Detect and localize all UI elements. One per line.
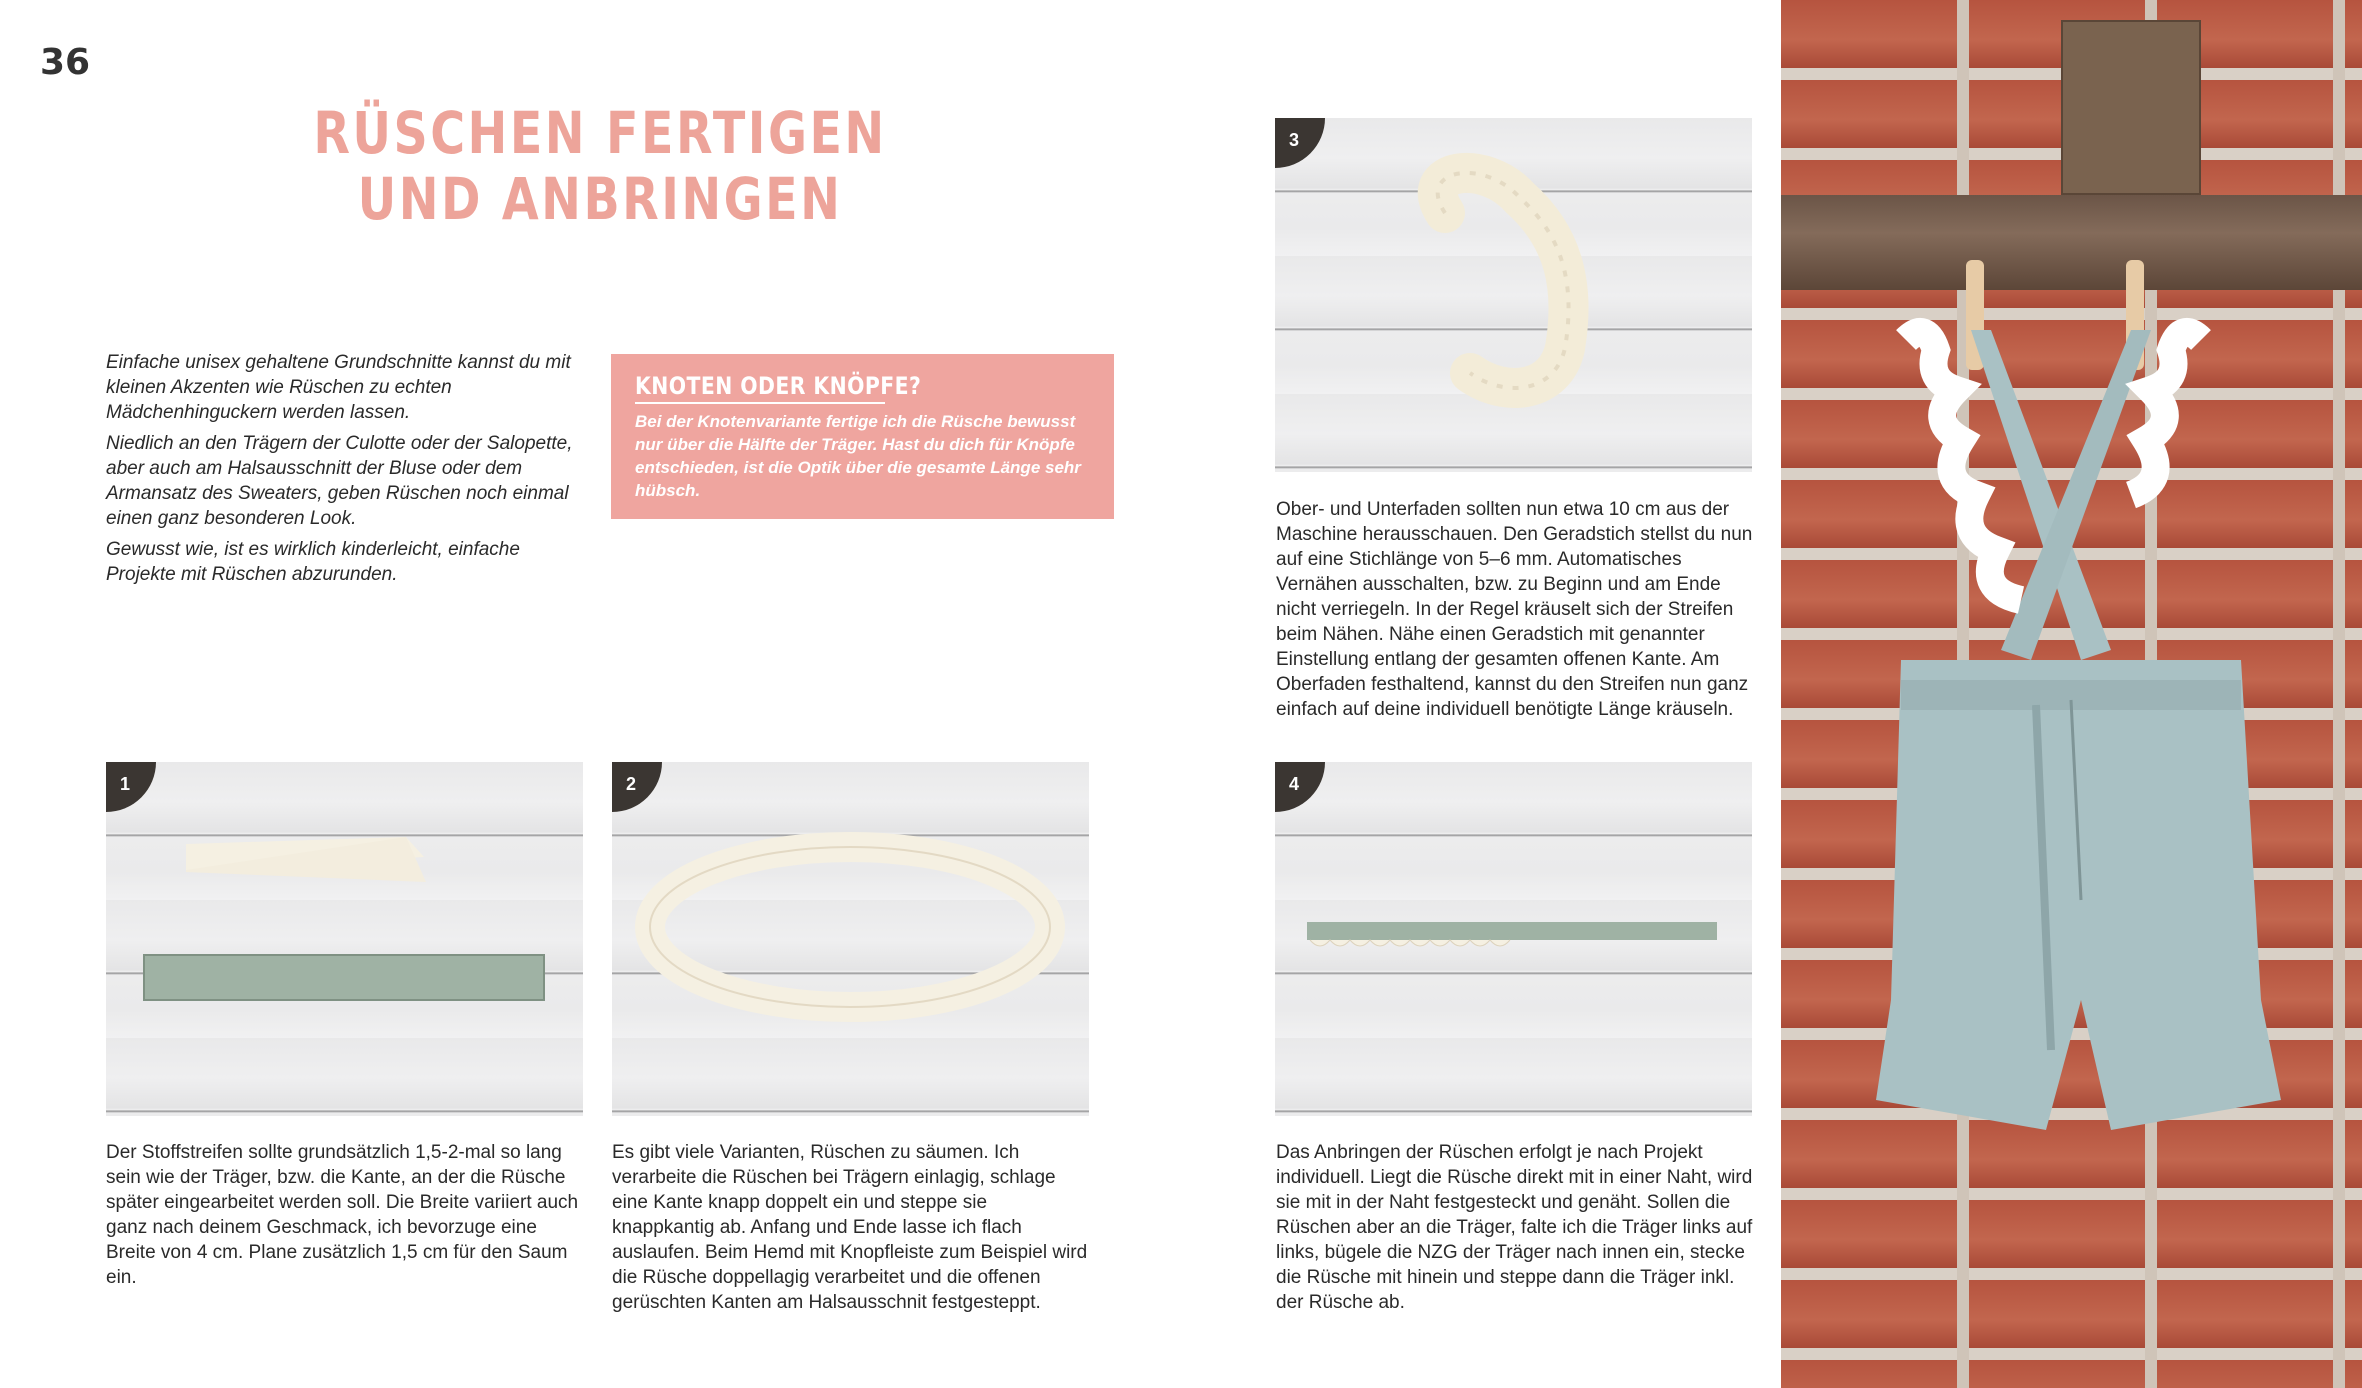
fabric-loop-image [612,762,1089,1116]
tip-text: Bei der Knotenvariante fertige ich die Rüsche bewusst nur über die Hälfte der Träger. Hast du dich für Knöpfe entschieden, ist die Optik über die gesamte Länge sehr hübsch. [635,412,1081,500]
brick-wall-photo [1781,0,2362,1388]
page-title [313,100,887,232]
intro-paragraph: Gewusst wie, ist es wirklich kinderleicht, einfache Projekte mit Rüschen abzurunden. [106,539,520,585]
step-3-text: Ober- und Unterfaden sollten nun etwa 10 cm aus der Maschine herausschauen. Den Geradstich stellst du nun auf eine Stichlänge von 5–6 mm. Automatisches Vernähen ausschalten, bzw. zu Beginn und am Ende nicht verriegeln. In der Regel kräuselt sich der Streifen beim Nähen. Nähe einen Geradstich mit genannter Einstellung entlang der gesamten offenen Kante. Am Oberfaden festhaltend, kannst du den Streifen nun ganz einfach auf deine individuell benötigte Länge kräuseln. [1276,499,1753,720]
title-line-1: RÜSCHEN FERTIGEN [313,99,887,167]
ruffle-curl-image [1275,118,1752,472]
intro-text [106,350,586,593]
step-4-photo [1275,762,1752,1116]
strap-with-ruffle-image [1275,762,1752,1116]
overall-garment-image [1781,0,2362,1388]
step-2-photo [612,762,1089,1116]
fabric-strips-image [106,762,583,1116]
step-badge: 3 [1275,118,1325,168]
step-3-photo [1275,118,1752,472]
step-badge: 1 [106,762,156,812]
tip-box [611,354,1114,519]
step-1-text: Der Stoffstreifen sollte grundsätzlich 1,5-2-mal so lang sein wie der Träger, bzw. die Kante, an der die Rüsche später eingearbeitet werden soll. Die Breite variiert auch ganz nach deinem Geschmack, ich bevorzuge eine Breite von 4 cm. Plane zusätzlich 1,5 cm für den Saum ein. [106,1142,579,1288]
step-2-text: Es gibt viele Varianten, Rüschen zu säumen. Ich verarbeite die Rüschen bei Trägern einlagig, schlage eine Kante knapp doppelt ein und steppe sie knappkantig ab. Anfang und Ende lasse ich flach auslaufen. Beim Hemd mit Knopfleiste zum Beispiel wird die Rüsche doppellagig verarbeitet und die offenen gerüschten Kanten am Halsausschnit festgesteppt. [612,1142,1088,1313]
step-badge: 2 [612,762,662,812]
step-4-text: Das Anbringen der Rüschen erfolgt je nach Projekt individuell. Liegt die Rüsche direkt mit in einer Naht, wird sie mit in der Naht festgesteckt und genäht. Sollen die Rüschen aber an die Träger, falte ich die Träger links auf links, bügele die NZG der Träger nach innen ein, stecke die Rüsche mit hinein und steppe dann die Träger inkl. der Rüsche ab. [1276,1142,1753,1313]
intro-paragraph: Einfache unisex gehaltene Grundschnitte kannst du mit kleinen Akzenten wie Rüschen zu echten Mädchenhinguckern werden lassen. [106,352,571,423]
page-number: 36 [40,42,91,83]
tip-title: KNOTEN ODER KNÖPFE? [635,372,922,400]
intro-paragraph: Niedlich an den Trägern der Culotte oder der Salopette, aber auch am Halsausschnitt der Bluse oder dem Armansatz des Sweaters, geben Rüschen noch einmal einen ganz besonderen Look. [106,433,573,529]
step-1-photo [106,762,583,1116]
title-line-2: UND ANBRINGEN [357,165,843,233]
step-badge: 4 [1275,762,1325,812]
tip-divider [635,402,885,404]
